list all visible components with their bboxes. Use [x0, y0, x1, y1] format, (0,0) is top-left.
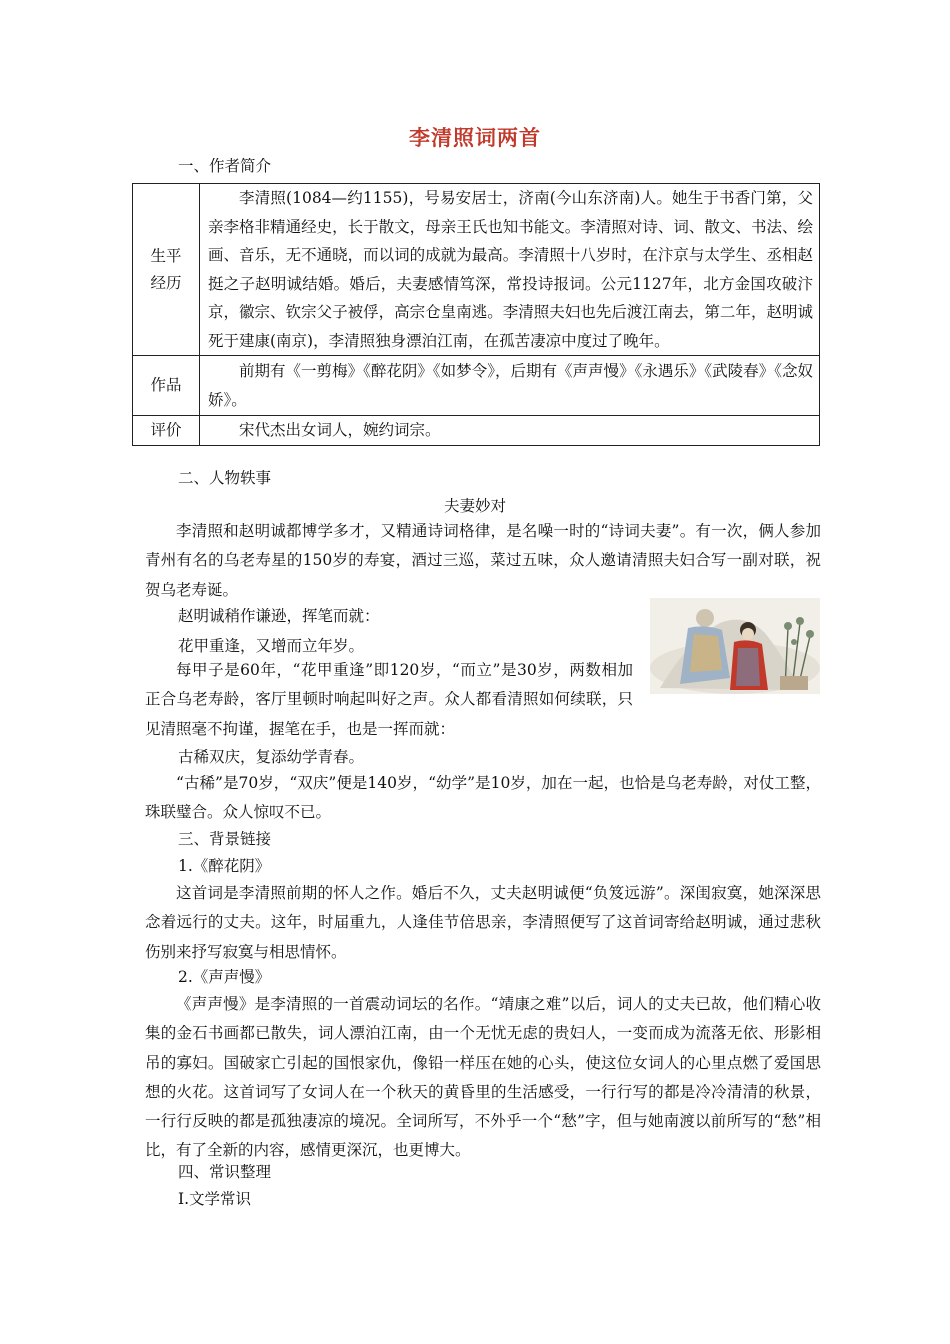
- table-row: [133, 356, 820, 416]
- evaluation-text: 宋代杰出女词人，婉约词宗。: [239, 421, 441, 440]
- table-row: [133, 416, 820, 446]
- section-heading-background: 三、背景链接: [178, 830, 272, 848]
- anecdote-couplet-2: 古稀双庆，复添幼学青春。: [178, 748, 365, 766]
- row-label-works: 作品: [133, 356, 200, 416]
- row-label-line: 生平: [150, 246, 182, 265]
- section-heading-knowledge: 四、常识整理: [178, 1163, 272, 1181]
- anecdote-paragraph-2: 每甲子是60年，“花甲重逢”即120岁，“而立”是30岁，两数相加正合乌老寿龄，客厅里顿时响起叫好之声。众人都看清照如何续联，只见清照毫不拘谨，握笔在手，也是一挥而就：: [145, 661, 633, 738]
- subheading-literary-knowledge: Ⅰ.文学常识: [178, 1190, 252, 1208]
- table-row: [133, 184, 820, 356]
- story-title: 夫妻妙对: [443, 497, 506, 515]
- anecdote-paragraph-3: “古稀”是70岁，“双庆”便是140岁，“幼学”是10岁，加在一起，也恰是乌老寿龄，对仗工整，珠联璧合。众人惊叹不已。: [145, 774, 821, 822]
- anecdote-paragraph-1: 李清照和赵明诚都博学多才，又精通诗词格律，是名噪一时的“诗词夫妻”。有一次，俩人参加青州有名的乌老寿星的150岁的寿宴，酒过三巡，菜过五味，众人邀请清照夫妇合写一副对联，祝贺乌老寿诞。: [145, 522, 821, 599]
- life-text: 李清照(1084—约1155)，号易安居士，济南(今山东济南)人。她生于书香门第，父亲李格非精通经史，长于散文，母亲王氏也知书能文。李清照对诗、词、散文、书法、绘画、音乐，无不通晓，而以词的成就为最高。李清照十八岁时，在汴京与太学生、丞相赵挺之子赵明诚结婚。婚后，夫妻感情笃深，常投诗报词。公元1127年，北方金国攻破汴京，徽宗、钦宗父子被俘，高宗仓皇南逃。李清照夫妇也先后渡江南去，第二年，赵明诚死于建康(南京)，李清照独身漂泊江南，在孤苦凄凉中度过了晚年。: [208, 189, 813, 350]
- couple-illustration: [650, 598, 820, 694]
- row-content-evaluation: [200, 416, 820, 446]
- works-text: 前期有《一剪梅》《醉花阴》《如梦令》，后期有《声声慢》《永遇乐》《武陵春》《念奴娇》。: [208, 362, 813, 409]
- background-paragraph-2: 《声声慢》是李清照的一首震动词坛的名作。“靖康之难”以后，词人的丈夫已故，他们精心收集的金石书画都已散失，词人漂泊江南，由一个无忧无虑的贵妇人，一变而成为流落无依、形影相吊的寡妇。国破家亡引起的国恨家仇，像铅一样压在她的心头，使这位女词人的心里点燃了爱国思想的火花。这首词写了女词人在一个秋天的黄昏里的生活感受，一行行写的都是冷冷清清的秋景，一行行反映的都是孤独凄凉的境况。全词所写，不外乎一个“愁”字，但与她南渡以前所写的“愁”相比，有了全新的内容，感情更深沉，也更博大。: [145, 995, 821, 1160]
- background-paragraph-1: 这首词是李清照前期的怀人之作。婚后不久，丈夫赵明诚便“负笈远游”。深闺寂寞，她深深思念着远行的丈夫。这年，时届重九，人逢佳节倍思亲，李清照便写了这首词寄给赵明诚，通过悲秋伤别来抒写寂寞与相思情怀。: [145, 884, 821, 961]
- subheading-zuihuayin: 1.《醉花阴》: [178, 857, 271, 875]
- row-content-life: [200, 184, 820, 356]
- section-heading-anecdote: 二、人物轶事: [178, 469, 272, 487]
- page-title: 李清照词两首: [409, 126, 541, 150]
- anecdote-couplet-1: 花甲重逢，又增而立年岁。: [178, 637, 365, 655]
- subheading-shengshengman: 2.《声声慢》: [178, 968, 271, 986]
- row-label-evaluation: 评价: [133, 416, 200, 446]
- row-label-line: 经历: [150, 273, 182, 292]
- section-heading-author: 一、作者简介: [178, 157, 272, 175]
- author-bio-table: [132, 183, 820, 446]
- row-content-works: [200, 356, 820, 416]
- row-label-life: [133, 184, 200, 356]
- anecdote-line-1: 赵明诚稍作谦逊，挥笔而就：: [178, 607, 380, 625]
